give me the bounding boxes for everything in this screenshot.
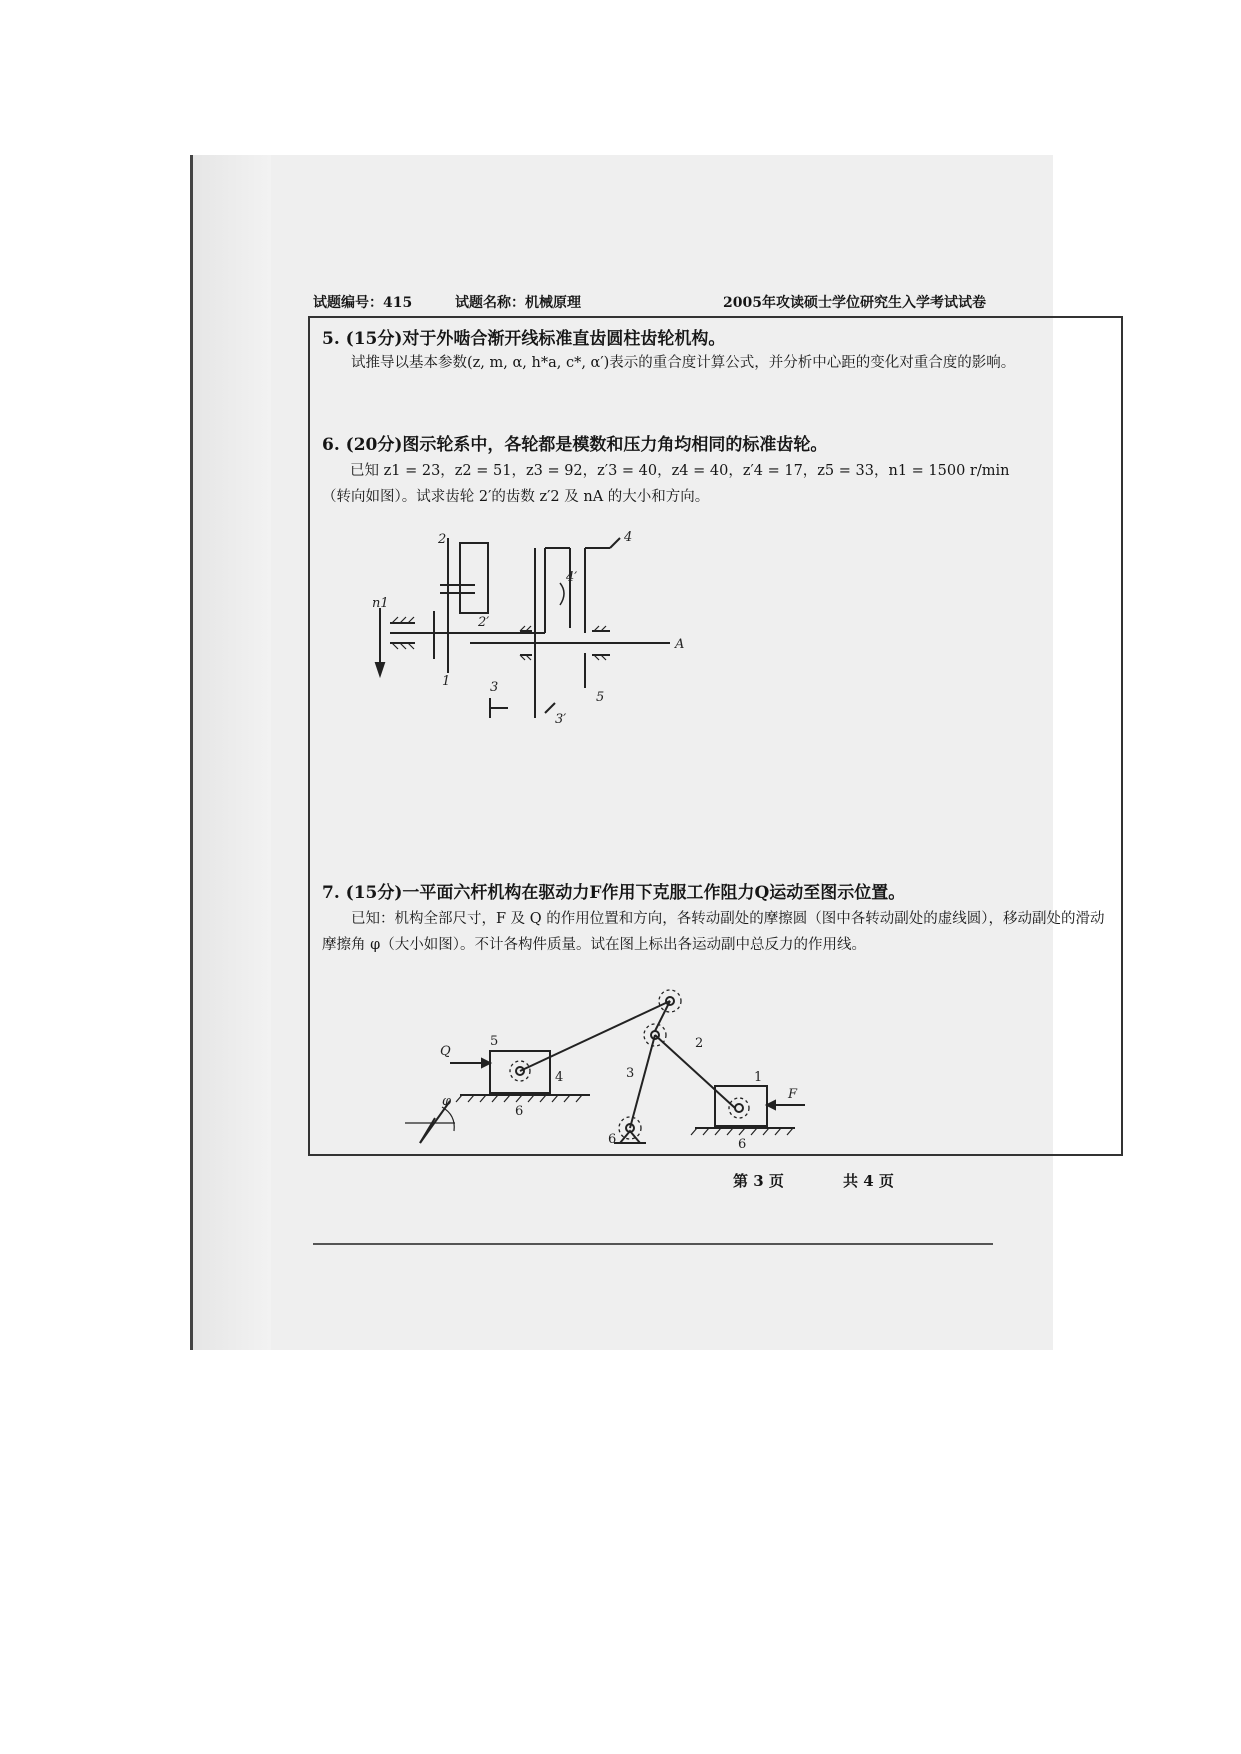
gear-train-figure [370, 523, 690, 723]
page-footer [733, 1170, 1093, 1194]
label-gear3: 3 [490, 680, 499, 695]
scan-shadow [193, 155, 271, 1350]
exam-content-box [308, 316, 1123, 1156]
label-gear3p: 3′ [555, 712, 567, 723]
label-gear2: 2 [438, 532, 447, 547]
q6-title: 6. (20分)图示轮系中，各轮都是模数和压力角均相同的标准齿轮。 [322, 435, 828, 455]
page-header [313, 292, 1103, 316]
label-frame-left: 6 [515, 1104, 524, 1119]
q6-ask: （转向如图）。试求齿轮 2′的齿数 z′2 及 nA 的大小和方向。 [322, 489, 710, 505]
exam-subject: 试题名称：机械原理 [455, 295, 581, 311]
label-gear5: 5 [596, 690, 605, 705]
label-frame-right: 6 [738, 1137, 747, 1152]
label-gear2p: 2′ [478, 615, 490, 630]
label-output-A: A [675, 637, 685, 652]
label-frame-pivot: 6 [608, 1132, 617, 1147]
six-bar-figure [350, 983, 890, 1163]
exam-title: 2005年攻读硕士学位研究生入学考试试卷 [723, 295, 986, 311]
q7-title: 7. (15分)一平面六杆机构在驱动力F作用下克服工作阻力Q运动至图示位置。 [322, 883, 906, 903]
label-n1: n1 [372, 596, 389, 611]
label-link5: 5 [490, 1034, 499, 1049]
label-gear4p: 4′ [566, 570, 578, 585]
page-number: 第 3 页 [733, 1172, 784, 1190]
label-gear4: 4 [624, 530, 633, 545]
q6-given: 已知 z1 = 23，z2 = 51，z3 = 92，z′3 = 40，z4 = 40，z′4 = 17，z5 = 33，n1 = 1500 r/min [350, 463, 1010, 479]
label-link2: 2 [695, 1036, 704, 1051]
label-gear1: 1 [442, 674, 451, 689]
exam-code: 试题编号：415 [313, 295, 413, 311]
six-bar-diagram [350, 983, 890, 1163]
q5-body: 试推导以基本参数(z, m, α, h*a, c*, α′)表示的重合度计算公式，并分析中心距的变化对重合度的影响。 [351, 355, 1016, 371]
page-total: 共 4 页 [843, 1172, 894, 1190]
label-force-Q: Q [440, 1044, 451, 1059]
label-link3: 3 [626, 1066, 635, 1081]
label-force-F: F [788, 1087, 798, 1102]
q7-body: 已知：机构全部尺寸，F 及 Q 的作用位置和方向，各转动副处的摩擦圆（图中各转动副处的虚线圆），移动副处的滑动摩擦角 φ（大小如图）。不计各构件质量。试在图上标出各运动副中总反力的作用线。 [322, 911, 1105, 953]
label-link1: 1 [754, 1070, 763, 1085]
scanned-page [190, 155, 1105, 1350]
label-angle-phi: φ [442, 1094, 452, 1109]
q5-title: 5. (15分)对于外啮合渐开线标准直齿圆柱齿轮机构。 [322, 329, 726, 349]
label-link4: 4 [555, 1070, 564, 1085]
gear-train-diagram [370, 523, 690, 723]
bottom-rule [313, 1243, 993, 1245]
